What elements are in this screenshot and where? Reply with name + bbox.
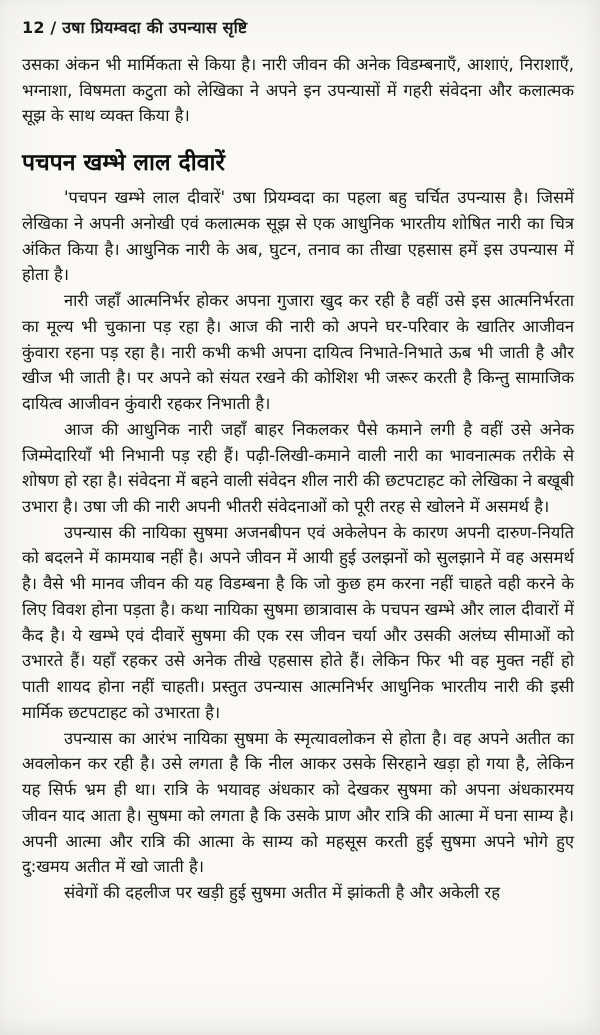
paragraph-5: उपन्यास का आरंभ नायिका सुषमा के स्मृत्यावलोकन से होता है। वह अपने अतीत का अवलोकन कर रही है। उसे लगता है कि नील आकर उसके सिरहाने खड़ा हो गया है, लेकिन यह सिर्फ भ्रम ही था। रात्रि के भयावह अंधकार को देखकर सुषमा को अपना अंधकारमय जीवन याद आता है। सुषमा को लगता है कि उसके प्राण और रात्रि की आत्मा में घना साम्य है। अपनी आत्मा और रात्रि की आत्मा के साम्य को महसूस करती हुई सुषमा अपने भोगे हुए दु:खमय अतीत में खो जाती है।: [22, 728, 574, 877]
paragraph-6: संवेगों की दहलीज पर खड़ी हुई सुषमा अतीत में झांकती है और अकेली रह: [64, 883, 500, 903]
paragraph-4: उपन्यास की नायिका सुषमा अजनबीपन एवं अकेलेपन के कारण अपनी दारुण-नियति को बदलने में कामयाब नहीं है। अपने जीवन में आयी हुई उलझनों को सुलझाने में वह असमर्थ है। वैसे भी मानव जीवन की यह विडम्बना है कि जो कुछ हम करना नहीं चाहते वही करने के लिए विवश होना पड़ता है। कथा नायिका सुषमा छात्रावास के पचपन खम्भे और लाल दीवारों में कैद है। ये खम्भे एवं दीवारें सुषमा की एक रस जीवन चर्या और उसकी अलंघ्य सीमाओं को उभारते हैं। यहाँ रहकर उसे अनेक तीखे एहसास होते हैं। लेकिन फिर भी वह मुक्त नहीं हो पाती शायद होना नहीं चाहती। प्रस्तुत उपन्यास आत्मनिर्भर आधुनिक भारतीय नारी की इसी मार्मिक छटपटाहट को उभारता है।: [22, 522, 574, 722]
page-header: 12 / उषा प्रियम्वदा की उपन्यास सृष्टि: [22, 18, 248, 37]
continuation-paragraph: उसका अंकन भी मार्मिकता से किया है। नारी जीवन की अनेक विडम्बनाएँ, आशाएं, निराशाएँ, भग्नाशा, विषमता कटुता को लेखिका ने अपने इन उपन्यासों में गहरी संवेदना और कलात्मक सूझ के साथ व्यक्त किया है।: [22, 55, 574, 126]
paragraph-2: नारी जहाँ आत्मनिर्भर होकर अपना गुजारा खुद कर रही है वहीं उसे इस आत्मनिर्भरता का मूल्य भी चुकाना पड़ रहा है। आज की नारी को अपने घर-परिवार के खातिर आजीवन कुंवारा रहना पड़ रहा है। नारी कभी कभी अपना दायित्व निभाते-निभाते ऊब भी जाती है और खीज भी जाती है। पर अपने को संयत रखने की कोशिश भी जरूर करती है किन्तु सामाजिक दायित्व आजीवन कुंवारी रहकर निभाती है।: [22, 291, 574, 414]
page-body: [22, 52, 574, 906]
paragraph-3: आज की आधुनिक नारी जहाँ बाहर निकलकर पैसे कमाने लगी है वहीं उसे अनेक जिम्मेदारियाँ भी निभानी पड़ रही हैं। पढ़ी-लिखी-कमाने वाली नारी का भावनात्मक तरीके से शोषण हो रहा है। संवेदना में बहने वाली संवेदन शील नारी की छटपटाहट को लेखिका ने बखूबी उभारा है। उषा जी की नारी अपनी भीतरी संवेदनाओं को पूरी तरह से खोलने में असमर्थ है।: [22, 419, 574, 517]
section-heading: पचपन खम्भे लाल दीवारें: [22, 150, 225, 177]
paragraph-1: 'पचपन खम्भे लाल दीवारें' उषा प्रियम्वदा का पहला बहु चर्चित उपन्यास है। जिसमें लेखिका ने अपनी अनोखी एवं कलात्मक सूझ से एक आधुनिक भारतीय शोषित नारी का चित्र अंकित किया है। आधुनिक नारी के अब, घुटन, तनाव का तीखा एहसास हमें इस उपन्यास में होता है।: [22, 188, 574, 285]
